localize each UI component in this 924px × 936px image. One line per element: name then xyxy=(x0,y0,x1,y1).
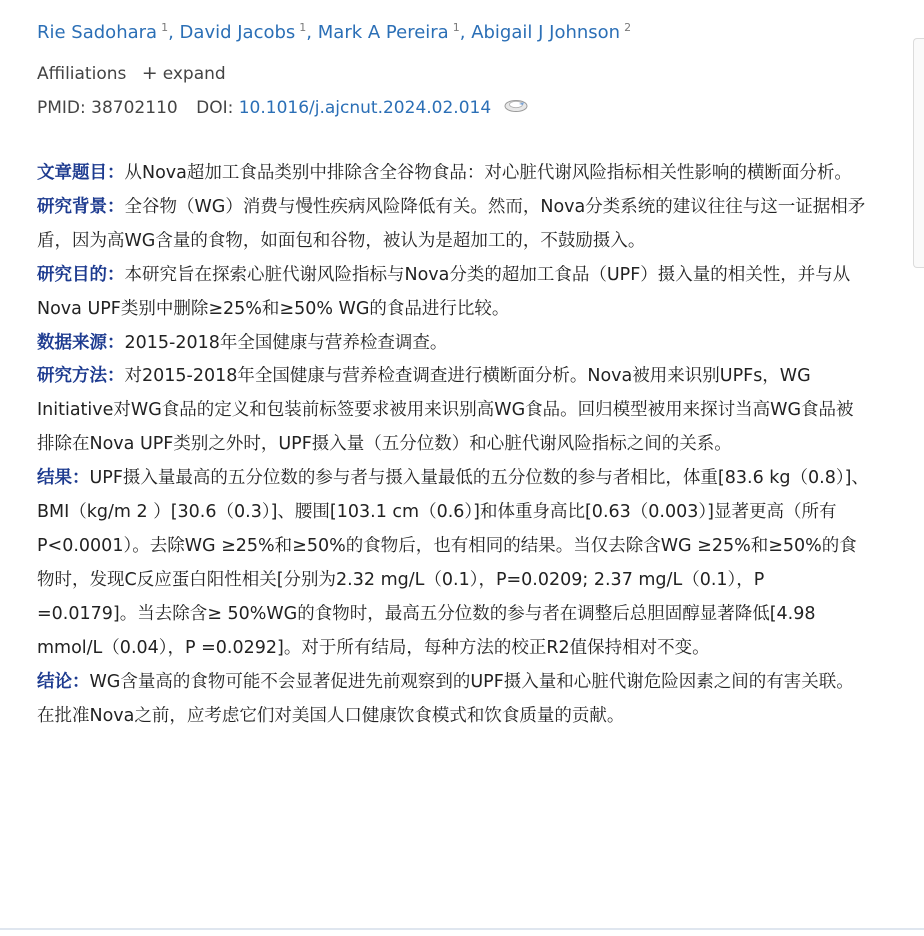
affiliation-ref[interactable]: 1 xyxy=(299,21,307,34)
section-label: 研究目的： xyxy=(37,264,125,285)
abstract-section-data-source xyxy=(37,327,869,361)
section-label: 数据来源： xyxy=(37,332,125,353)
pmid-label: PMID: xyxy=(37,98,86,118)
section-label: 研究方法： xyxy=(37,366,125,387)
abstract-section-methods xyxy=(37,360,869,462)
abstract-section-title xyxy=(37,157,869,191)
identifiers-row xyxy=(37,95,529,121)
author-separator: , xyxy=(306,22,313,43)
affiliations-row xyxy=(37,60,226,87)
affiliation-ref[interactable]: 2 xyxy=(624,21,632,34)
section-label: 结论： xyxy=(37,671,90,692)
section-text: WG含量高的食物可能不会显著促进先前观察到的UPF摄入量和心脏代谢危险因素之间的有害关联。在批准Nova之前，应考虑它们对美国人口健康饮食模式和饮食质量的贡献。 xyxy=(37,671,854,726)
side-panel-edge[interactable] xyxy=(913,38,924,268)
section-label: 研究背景： xyxy=(37,196,125,217)
section-label: 结果： xyxy=(37,468,90,489)
author-separator: , xyxy=(168,22,174,43)
section-text: 2015-2018年全国健康与营养检查调查。 xyxy=(124,332,448,353)
author-link[interactable]: Rie Sadohara xyxy=(37,22,158,43)
affiliation-ref[interactable]: 1 xyxy=(452,21,460,34)
expand-label: expand xyxy=(162,64,226,84)
section-label: 文章题目： xyxy=(37,163,125,183)
abstract-section-objective xyxy=(37,259,869,327)
affiliation-ref[interactable]: 1 xyxy=(161,21,169,34)
plus-icon: + xyxy=(141,62,158,84)
expand-affiliations-button[interactable] xyxy=(142,64,226,84)
doi-label: DOI: xyxy=(196,98,234,118)
divider xyxy=(0,928,924,930)
abstract-section-results xyxy=(37,462,869,665)
section-text: 从Nova超加工食品类别中排除含全谷物食品：对心脏代谢风险指标相关性影响的横断面分析。 xyxy=(124,163,852,183)
doi-link[interactable]: 10.1016/j.ajcnut.2024.02.014 xyxy=(238,98,492,118)
section-text: UPF摄入量最高的五分位数的参与者与摄入量最低的五分位数的参与者相比，体重[83.6 kg（0.8）]、BMI（kg/m 2 ）[30.6（0.3）]、腰围[103.1 cm（0.6）]和体重身高比[0.63（0.003）]显著更高（所有P<0.0001）。去除WG ≥25%和≥50%的食物后，也有相同的结果。当仅去除含WG ≥25%和≥50%的食物时，发现C反应蛋白阳性相关[分别为2.32 mg/L（0.1），P=0.0209; 2.37 mg/L（0.1），P =0.0179]。当去除含≥ 50%WG的食物时，最高五分位数的参与者在调整后总胆固醇显著降低[4.98 mmol/L（0.04），P =0.0292]。对于所有结局，每种方法的校正R2值保持相对不变。 xyxy=(37,468,869,658)
section-text: 本研究旨在探索心脏代谢风险指标与Nova分类的超加工食品（UPF）摄入量的相关性，并与从Nova UPF类别中删除≥25%和≥50% WG的食品进行比较。 xyxy=(37,264,851,319)
abstract-section-conclusion xyxy=(37,666,869,734)
pmid-value: 38702110 xyxy=(91,98,178,118)
author-separator: , xyxy=(459,22,466,43)
author-list xyxy=(37,14,631,47)
section-text: 全谷物（WG）消费与慢性疾病风险降低有关。然而，Nova分类系统的建议往往与这一证据相矛盾，因为高WG含量的食物，如面包和谷物，被认为是超加工的，不鼓励摄入。 xyxy=(37,196,866,251)
external-link-icon[interactable] xyxy=(503,96,529,112)
abstract xyxy=(37,157,869,733)
author-link[interactable]: David Jacobs xyxy=(179,22,296,43)
abstract-section-background xyxy=(37,191,869,259)
author-link[interactable]: Abigail J Johnson xyxy=(471,22,621,43)
section-text: 对2015-2018年全国健康与营养检查调查进行横断面分析。Nova被用来识别UPFs，WG Initiative对WG食品的定义和包装前标签要求被用来识别高WG食品。回归模型被用来探讨当高WG食品被排除在Nova UPF类别之外时，UPF摄入量（五分位数）和心脏代谢风险指标之间的关系。 xyxy=(37,366,854,455)
author-link[interactable]: Mark A Pereira xyxy=(317,22,449,43)
affiliations-label: Affiliations xyxy=(37,64,127,84)
